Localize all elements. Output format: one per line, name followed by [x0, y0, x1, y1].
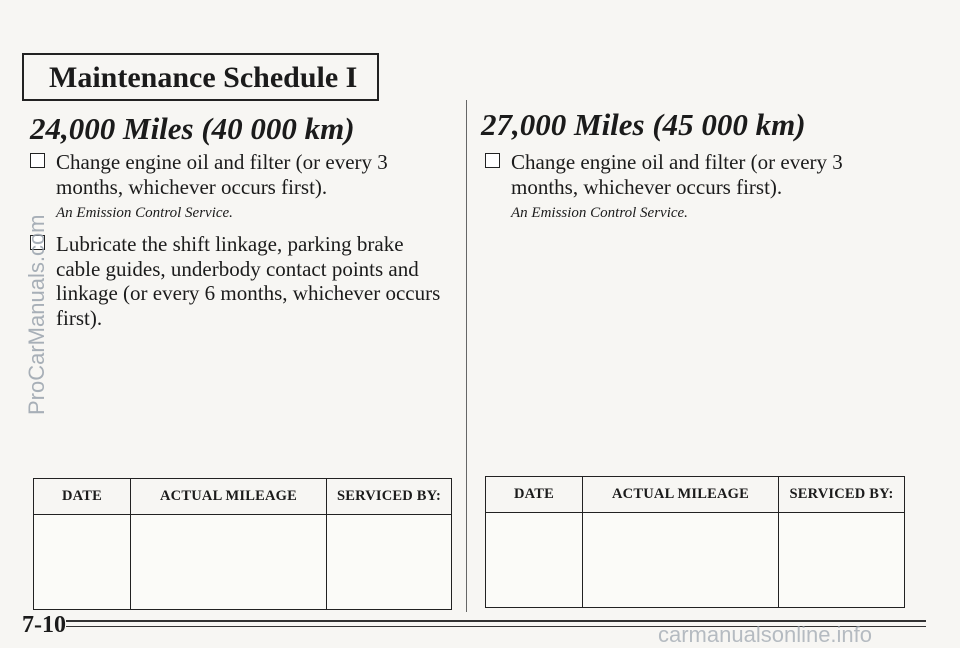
- mileage-cell[interactable]: [131, 515, 327, 610]
- checklist-item-lubricate: [30, 232, 445, 330]
- column-header-date: DATE: [34, 479, 131, 515]
- item-text: Change engine oil and filter (or every 3 months, whichever occurs first).: [56, 150, 388, 199]
- table-header-row: [486, 477, 905, 513]
- column-header-serviced-by: SERVICED BY:: [779, 477, 905, 513]
- section-heading-24000: 24,000 Miles (40 000 km): [30, 111, 355, 146]
- page-title: Maintenance Schedule I: [49, 61, 358, 94]
- column-header-mileage: ACTUAL MILEAGE: [131, 479, 327, 515]
- checklist-item-oil-change: [30, 150, 430, 222]
- column-divider: [466, 100, 467, 612]
- side-watermark: ProCarManuals.com: [24, 214, 49, 415]
- item-note: An Emission Control Service.: [56, 205, 233, 221]
- table-row: [486, 513, 905, 608]
- checklist-item-oil-change: [485, 150, 885, 222]
- serviced-by-cell[interactable]: [779, 513, 905, 608]
- table-row: [34, 515, 452, 610]
- service-log-table-24000: [33, 478, 452, 610]
- column-header-serviced-by: SERVICED BY:: [327, 479, 452, 515]
- column-header-date: DATE: [486, 477, 583, 513]
- item-note: An Emission Control Service.: [511, 205, 688, 221]
- date-cell[interactable]: [486, 513, 583, 608]
- serviced-by-cell[interactable]: [327, 515, 452, 610]
- page-number: 7-10: [22, 612, 66, 638]
- service-log-table-27000: [485, 476, 905, 608]
- schedule-title-box: [22, 53, 379, 101]
- item-text: Lubricate the shift linkage, parking brake cable guides, underbody contact points and linkage (or every 6 months, whichever occurs first).: [56, 232, 441, 330]
- item-text: Change engine oil and filter (or every 3 months, whichever occurs first).: [511, 150, 843, 199]
- column-header-mileage: ACTUAL MILEAGE: [583, 477, 779, 513]
- section-heading-27000: 27,000 Miles (45 000 km): [481, 107, 806, 142]
- bottom-watermark: carmanualsonline.info: [658, 622, 873, 647]
- table-header-row: [34, 479, 452, 515]
- checkbox[interactable]: [485, 153, 500, 168]
- mileage-cell[interactable]: [583, 513, 779, 608]
- checkbox[interactable]: [30, 153, 45, 168]
- date-cell[interactable]: [34, 515, 131, 610]
